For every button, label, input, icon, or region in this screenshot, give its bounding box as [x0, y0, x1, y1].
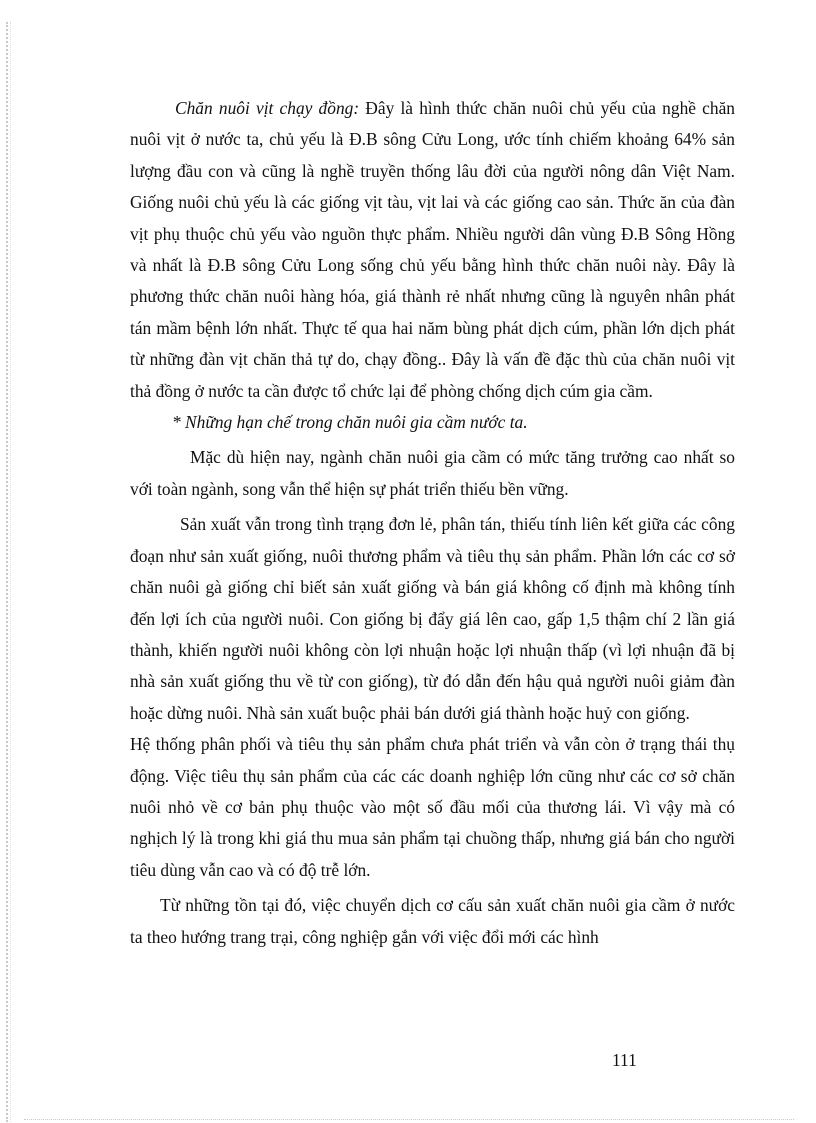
- page-number: 111: [612, 1050, 637, 1070]
- paragraph-limitations-intro: Mặc dù hiện nay, ngành chăn nuôi gia cầm có mức tăng trưởng cao nhất so với toàn ngành, song vẫn thể hiện sự phát triển thiếu bền vững.: [130, 447, 735, 499]
- paragraph-conclusion: Từ những tồn tại đó, việc chuyển dịch cơ cấu sản xuất chăn nuôi gia cầm ở nước ta theo hướng trang trại, công nghiệp gắn với việc đổi mới các hình: [130, 895, 735, 947]
- paragraph-distribution: Hệ thống phân phối và tiêu thụ sản phẩm chưa phát triển và vẫn còn ở trạng thái thụ động. Việc tiêu thụ sản phẩm của các các doanh nghiệp lớn cũng như các cơ sở chăn nuôi nhỏ về cơ bản phụ thuộc vào một số đầu mối của thương lái. Vì vậy mà có nghịch lý là trong khi giá thu mua sản phẩm tại chuồng thấp, nhưng giá bán cho người tiêu dùng vẫn cao và có độ trễ lớn.: [130, 734, 735, 880]
- body-text: [130, 93, 735, 953]
- paragraph-body: Đây là hình thức chăn nuôi chủ yếu của nghề chăn nuôi vịt ở nước ta, chủ yếu là Đ.B sông Cửu Long, ước tính chiếm khoảng 64% sản lượng đầu con và cũng là nghề truyền thống lâu đời của người nông dân Việt Nam. Giống nuôi chủ yếu là các giống vịt tàu, vịt lai và các giống cao sản. Thức ăn của đàn vịt phụ thuộc chủ yếu vào nguồn thực phẩm. Nhiều người dân vùng Đ.B Sông Hồng và nhất là Đ.B sông Cửu Long sống chủ yếu bằng hình thức chăn nuôi này. Đây là phương thức chăn nuôi hàng hóa, giá thành rẻ nhất nhưng cũng là nguyên nhân phát tán mầm bệnh lớn nhất. Thực tế qua hai năm bùng phát dịch cúm, phần lớn dịch phát từ những đàn vịt chăn thả tự do, chạy đồng.. Đây là vấn đề đặc thù của chăn nuôi vịt thả đồng ở nước ta cần được tổ chức lại để phòng chống dịch cúm gia cầm.: [130, 98, 735, 401]
- paragraph-duck-farming: [130, 93, 735, 407]
- left-border-decoration-inner: [10, 22, 13, 1122]
- section-heading: * Những hạn chế trong chăn nuôi gia cầm nước ta.: [172, 412, 528, 433]
- paragraph-production: Sản xuất vẫn trong tình trạng đơn lẻ, phân tán, thiếu tính liên kết giữa các công đoạn như sản xuất giống, nuôi thương phẩm và tiêu thụ sản phẩm. Phần lớn các cơ sở chăn nuôi gà giống chỉ biết sản xuất giống và bán giá không cố định mà không tính đến lợi ích của người nuôi. Con giống bị đẩy giá lên cao, gấp 1,5 thậm chí 2 lần giá thành, khiến người nuôi không còn lợi nhuận hoặc lợi nhuận thấp (vì lợi nhuận đã bị nhà sản xuất giống thu về từ con giống), từ đó dẫn đến hậu quả người nuôi giảm đàn hoặc dừng nuôi. Nhà sản xuất buộc phải bán dưới giá thành hoặc huỷ con giống.: [130, 514, 735, 723]
- bottom-border-decoration: [24, 1119, 794, 1121]
- paragraph-lead-italic: Chăn nuôi vịt chạy đồng:: [175, 98, 360, 118]
